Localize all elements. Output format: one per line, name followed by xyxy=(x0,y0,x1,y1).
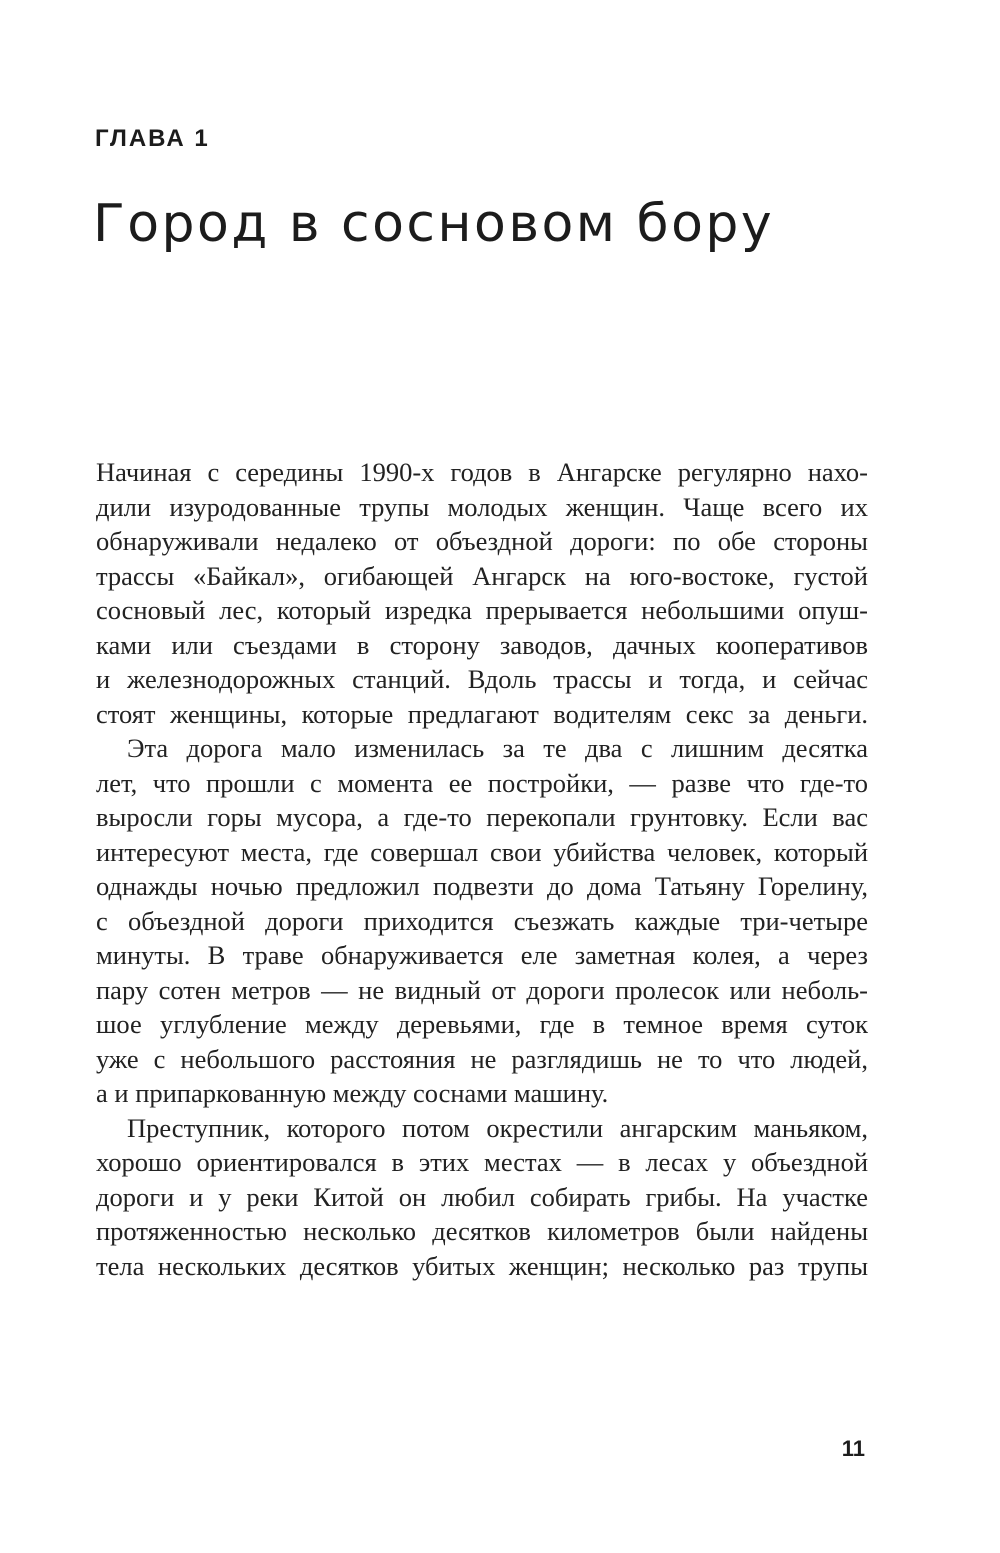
text-line: тела нескольких десятков убитых женщин; несколько раз трупы xyxy=(96,1250,868,1281)
text-line: хорошо ориентировался в этих местах — в лесах у объездной xyxy=(96,1147,868,1177)
text-line: протяженностью несколько десятков километров были найдены xyxy=(96,1216,868,1246)
text-line: Эта дорога мало изменилась за те два с лишним десятка xyxy=(127,733,868,763)
text-line: стоят женщины, которые предлагают водителям секс за деньги. xyxy=(96,698,868,729)
text-line: лет, что прошли с момента ее постройки, — разве что где-то xyxy=(96,767,868,798)
text-line: однажды ночью предложил подвезти до дома Татьяну Горелину, xyxy=(96,871,868,901)
text-line: минуты. В траве обнаруживается еле заметная колея, а через xyxy=(96,940,868,970)
text-line: дили изуродованные трупы молодых женщин. Чаще всего их xyxy=(96,491,868,522)
text-line: с объездной дороги приходится съезжать каждые три-четыре xyxy=(96,905,868,936)
text-line: и железнодорожных станций. Вдоль трассы и тогда, и сейчас xyxy=(96,664,868,694)
body-text xyxy=(96,455,868,1283)
text-line: а и припаркованную между соснами машину. xyxy=(96,1078,609,1108)
text-line: пару сотен метров — не видный от дороги пролесок или неболь- xyxy=(96,974,868,1005)
text-line: дороги и у реки Китой он любил собирать грибы. На участке xyxy=(96,1181,868,1212)
text-line: уже с небольшого расстояния не разглядишь не то что людей, xyxy=(96,1043,868,1074)
text-line: Начиная с середины 1990-х годов в Ангарске регулярно нахо- xyxy=(96,457,868,487)
chapter-title: Город в сосновом бору xyxy=(93,194,775,254)
text-line: Преступник, которого потом окрестили ангарским маньяком, xyxy=(127,1112,868,1143)
text-line: ками или съездами в сторону заводов, дачных кооперативов xyxy=(96,629,868,660)
text-line: интересуют места, где совершал свои убийства человек, который xyxy=(96,836,868,867)
text-line: шое углубление между деревьями, где в темное время суток xyxy=(96,1009,868,1039)
page-number: 11 xyxy=(841,1436,865,1461)
text-line: сосновый лес, который изредка прерывается небольшими опуш- xyxy=(96,595,868,625)
text-line: обнаруживали недалеко от объездной дороги: по обе стороны xyxy=(96,526,868,556)
chapter-label: ГЛАВА 1 xyxy=(95,125,210,152)
text-line: трассы «Байкал», огибающей Ангарск на юго-востоке, густой xyxy=(96,560,868,591)
text-line: выросли горы мусора, а где-то перекопали грунтовку. Если вас xyxy=(96,802,868,832)
